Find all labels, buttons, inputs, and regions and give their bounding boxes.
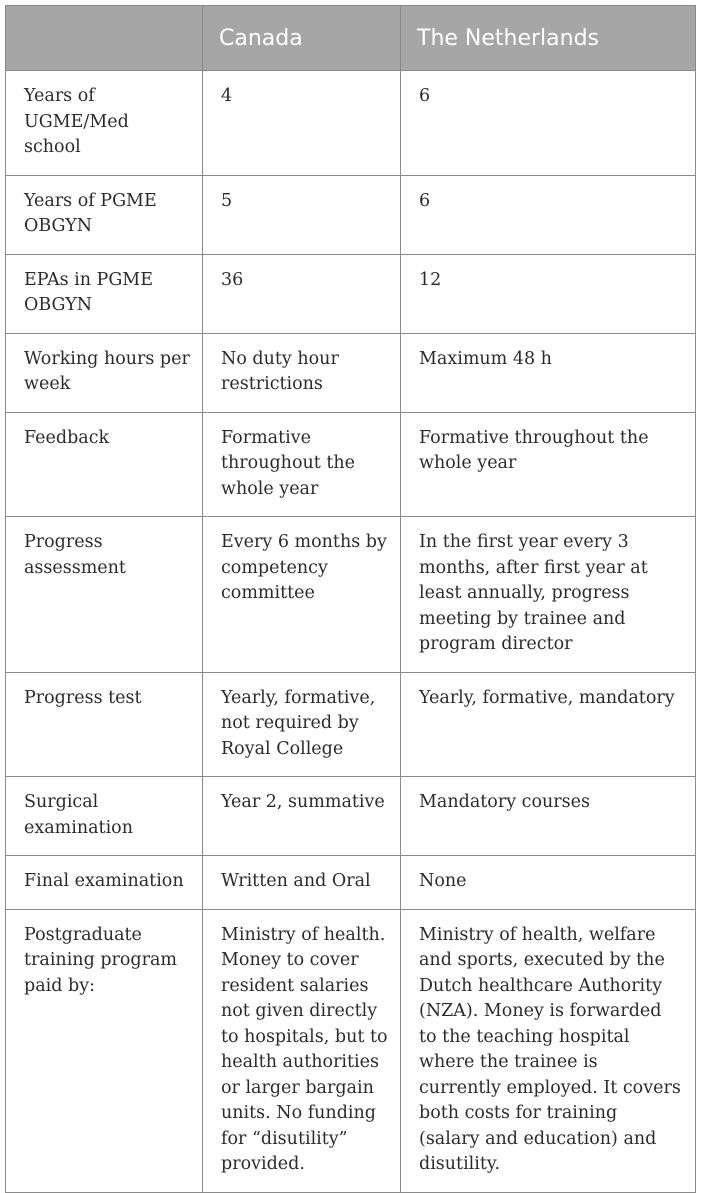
header-netherlands: The Netherlands [401, 6, 696, 71]
table-row [6, 909, 696, 1192]
canada-cell: Formative throughout the whole year [203, 412, 401, 517]
netherlands-cell: 12 [401, 254, 696, 333]
netherlands-cell: Ministry of health, welfare and sports, executed by the Dutch healthcare Authority (NZA). Money is forwarded to the teaching hospital where the trainee is currently employed. It covers both costs for training (salary and education) and disutility. [401, 909, 696, 1192]
canada-cell: Every 6 months by competency committee [203, 517, 401, 673]
canada-cell: 36 [203, 254, 401, 333]
table-row [6, 672, 696, 777]
row-label: Postgraduate training program paid by: [6, 909, 203, 1192]
canada-cell: 4 [203, 71, 401, 176]
header-row [6, 6, 696, 71]
row-label: Final examination [6, 856, 203, 910]
header-canada: Canada [203, 6, 401, 71]
row-label: Working hours per week [6, 333, 203, 412]
table-row [6, 333, 696, 412]
table-row [6, 856, 696, 910]
netherlands-cell: In the first year every 3 months, after first year at least annually, progress meeting by trainee and program director [401, 517, 696, 673]
row-label: EPAs in PGME OBGYN [6, 254, 203, 333]
netherlands-cell: Maximum 48 h [401, 333, 696, 412]
netherlands-cell: None [401, 856, 696, 910]
row-label: Feedback [6, 412, 203, 517]
netherlands-cell: 6 [401, 175, 696, 254]
table-row [6, 517, 696, 673]
netherlands-cell: 6 [401, 71, 696, 176]
row-label: Progress test [6, 672, 203, 777]
netherlands-cell: Yearly, formative, mandatory [401, 672, 696, 777]
table-row [6, 254, 696, 333]
netherlands-cell: Mandatory courses [401, 777, 696, 856]
canada-cell: Year 2, summative [203, 777, 401, 856]
row-label: Progress assessment [6, 517, 203, 673]
canada-cell: Yearly, formative, not required by Royal College [203, 672, 401, 777]
canada-cell: 5 [203, 175, 401, 254]
table-row [6, 71, 696, 176]
row-label: Surgical examination [6, 777, 203, 856]
row-label: Years of UGME/Med school [6, 71, 203, 176]
table-row [6, 412, 696, 517]
canada-cell: Written and Oral [203, 856, 401, 910]
table-row [6, 175, 696, 254]
table-row [6, 777, 696, 856]
row-label: Years of PGME OBGYN [6, 175, 203, 254]
canada-cell: Ministry of health. Money to cover resident salaries not given directly to hospitals, but to health authorities or larger bargain units. No funding for “disutility” provided. [203, 909, 401, 1192]
header-empty-cell [6, 6, 203, 71]
netherlands-cell: Formative throughout the whole year [401, 412, 696, 517]
comparison-table [5, 5, 696, 1193]
canada-cell: No duty hour restrictions [203, 333, 401, 412]
